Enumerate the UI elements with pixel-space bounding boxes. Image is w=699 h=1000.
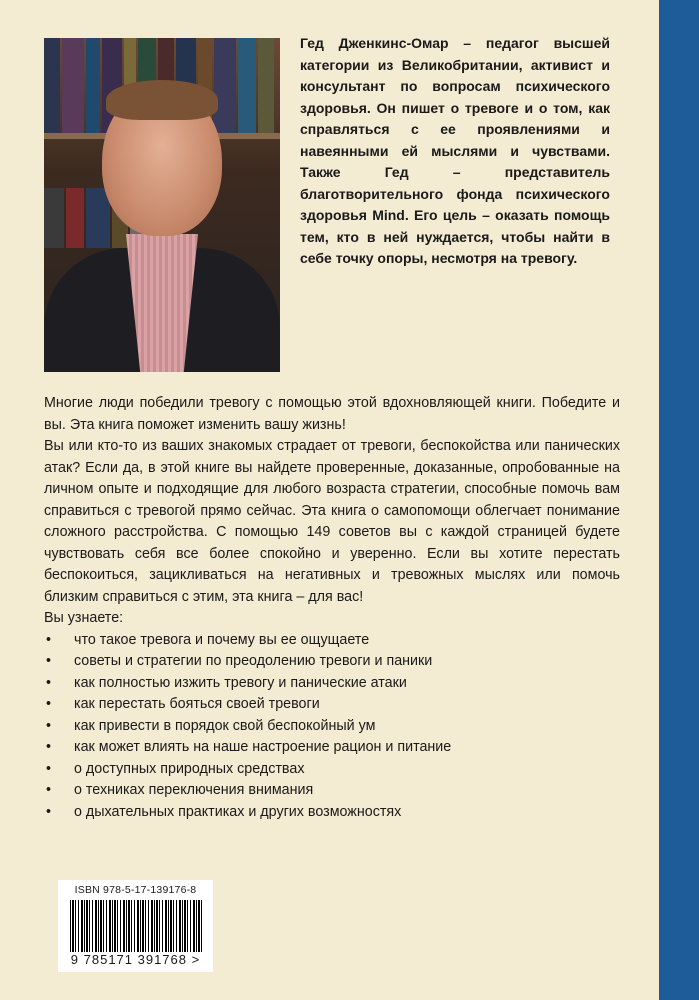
list-item: • как полностью изжить тревогу и панические атаки bbox=[44, 673, 620, 695]
author-bio: Гед Дженкинс-Омар – педагог высшей категории из Великобритании, активист и консультант по вопросам психического здоровья. Он пишет о тревоге и о том, как справляться с ее проявлениями и навеянными ей мыслями и чувствами. Также Гед – представитель благотворительного фонда психического здоровья Mind. Его цель – оказать помощь тем, кто в ней нуждается, чтобы найти в себе точку опоры, несмотря на тревогу. bbox=[300, 35, 610, 266]
list-item: • что такое тревога и почему вы ее ощущаете bbox=[44, 630, 620, 652]
barcode-label bbox=[58, 880, 213, 972]
intro-paragraph: Многие люди победили тревогу с помощью этой вдохновляющей книги. Победите и вы. Эта книга поможет изменить вашу жизнь! bbox=[44, 395, 620, 433]
learn-heading: Вы узнаете: bbox=[44, 610, 124, 626]
list-item: • как может влиять на наше настроение рацион и питание bbox=[44, 737, 620, 759]
author-photo bbox=[44, 38, 280, 372]
barcode-bars bbox=[70, 900, 202, 952]
list-item: • о техниках переключения внимания bbox=[44, 780, 620, 802]
learn-list bbox=[44, 630, 620, 824]
blue-edge-strip bbox=[659, 0, 699, 1000]
isbn-text: ISBN 978-5-17-139176-8 bbox=[74, 884, 197, 896]
main-text bbox=[44, 393, 620, 823]
hair bbox=[106, 80, 218, 120]
list-item: • советы и стратегии по преодолению тревоги и паники bbox=[44, 651, 620, 673]
list-item: • как перестать бояться своей тревоги bbox=[44, 694, 620, 716]
barcode-digits: 9 785171 391768 > bbox=[70, 952, 201, 967]
list-item: • о дыхательных практиках и других возможностях bbox=[44, 802, 620, 824]
list-item: • о доступных природных средствах bbox=[44, 759, 620, 781]
list-item: • как привести в порядок свой беспокойный ум bbox=[44, 716, 620, 738]
description-paragraph: Вы или кто-то из ваших знакомых страдает от тревоги, беспокойства или панических атак? Если да, в этой книге вы найдете проверенные, доказанные, опробованные на личном опыте и подходящие для любого возраста стратегии, способные помочь вам справиться с тревогой прямо сейчас. Эта книга о самопомощи облегчает понимание сложного расстройства. С помощью 149 советов вы с каждой страницей будете чувствовать себя все более спокойно и уверенно. Если вы хотите перестать беспокоиться, зацикливаться на негативных и тревожных мыслях или помочь близким справиться с этим, эта книга – для вас! bbox=[44, 438, 620, 605]
